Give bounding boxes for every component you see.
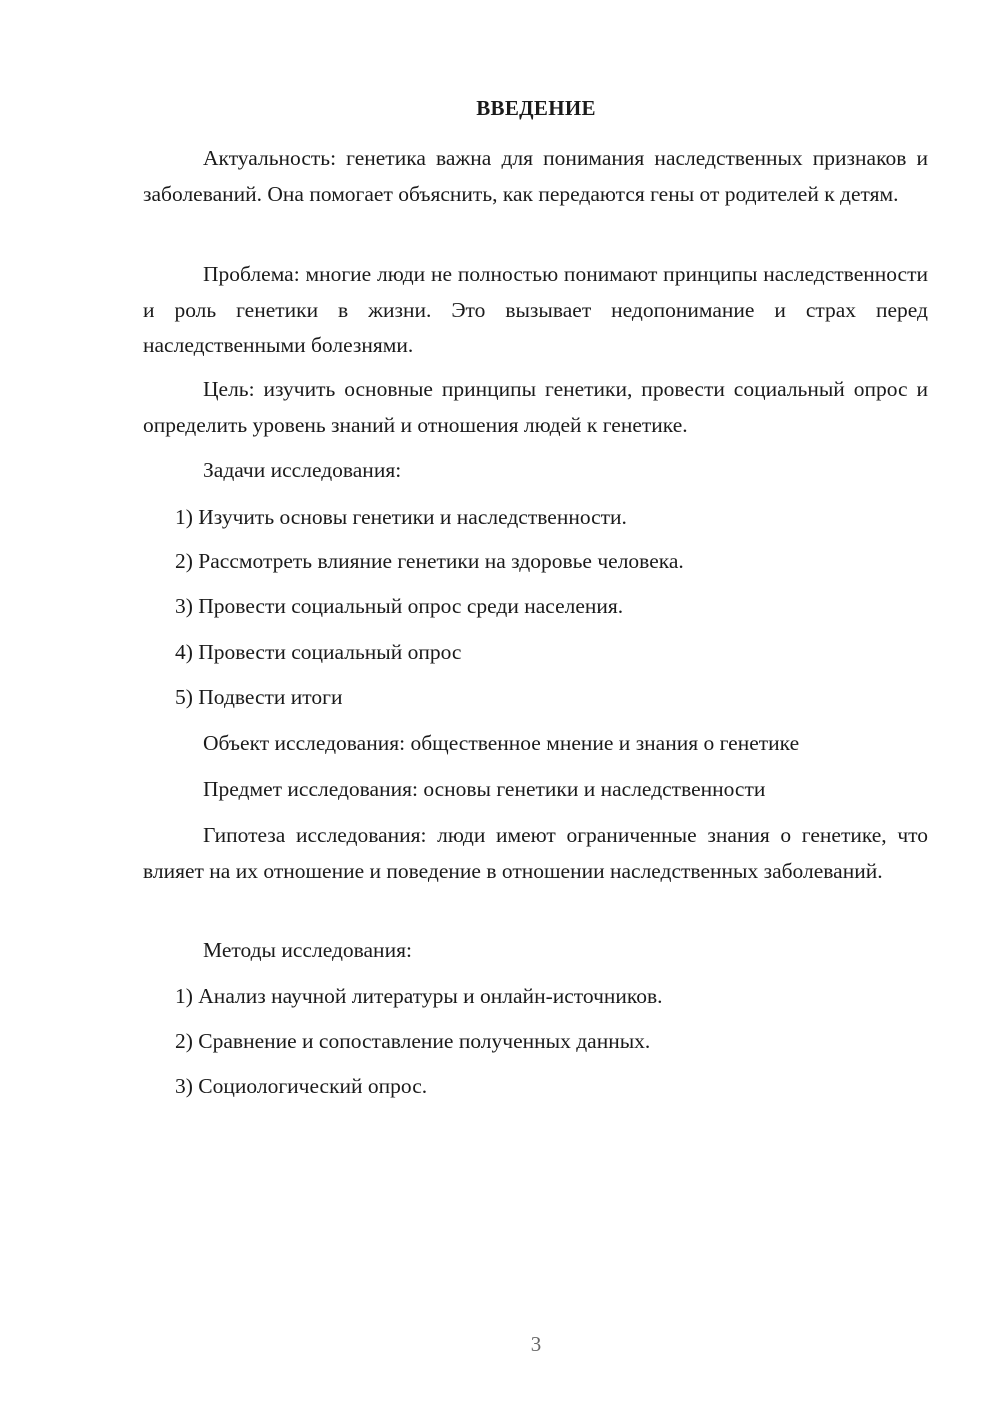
goal-paragraph: Цель: изучить основные принципы генетики, провести социальный опрос и определить уровень знаний и отношения людей к генетике. (143, 377, 928, 437)
hypothesis-paragraph: Гипотеза исследования: люди имеют ограниченные знания о генетике, что влияет на их отношение и поведение в отношении наследственных заболеваний. (143, 823, 928, 883)
task-item: 2) Рассмотреть влияние генетики на здоровье человека. (175, 549, 684, 573)
page-number: 3 (530, 1332, 542, 1356)
tasks-heading: Задачи исследования: (203, 458, 402, 482)
task-item: 1) Изучить основы генетики и наследственности. (175, 505, 627, 529)
method-item: 3) Социологический опрос. (175, 1074, 428, 1098)
method-item: 2) Сравнение и сопоставление полученных данных. (175, 1029, 651, 1053)
task-item: 5) Подвести итоги (175, 685, 343, 709)
page-title: ВВЕДЕНИЕ (476, 96, 596, 120)
research-object: Объект исследования: общественное мнение и знания о генетике (203, 731, 800, 755)
relevance-paragraph: Актуальность: генетика важна для понимания наследственных признаков и заболеваний. Она помогает объяснить, как передаются гены от родителей к детям. (143, 146, 928, 206)
methods-heading: Методы исследования: (203, 938, 412, 962)
problem-paragraph: Проблема: многие люди не полностью понимают принципы наследственности и роль генетики в жизни. Это вызывает недопонимание и страх перед наследственными болезнями. (143, 262, 928, 357)
task-item: 4) Провести социальный опрос (175, 640, 462, 664)
research-subject: Предмет исследования: основы генетики и наследственности (203, 777, 766, 801)
task-item: 3) Провести социальный опрос среди населения. (175, 594, 624, 618)
method-item: 1) Анализ научной литературы и онлайн-источников. (175, 984, 663, 1008)
